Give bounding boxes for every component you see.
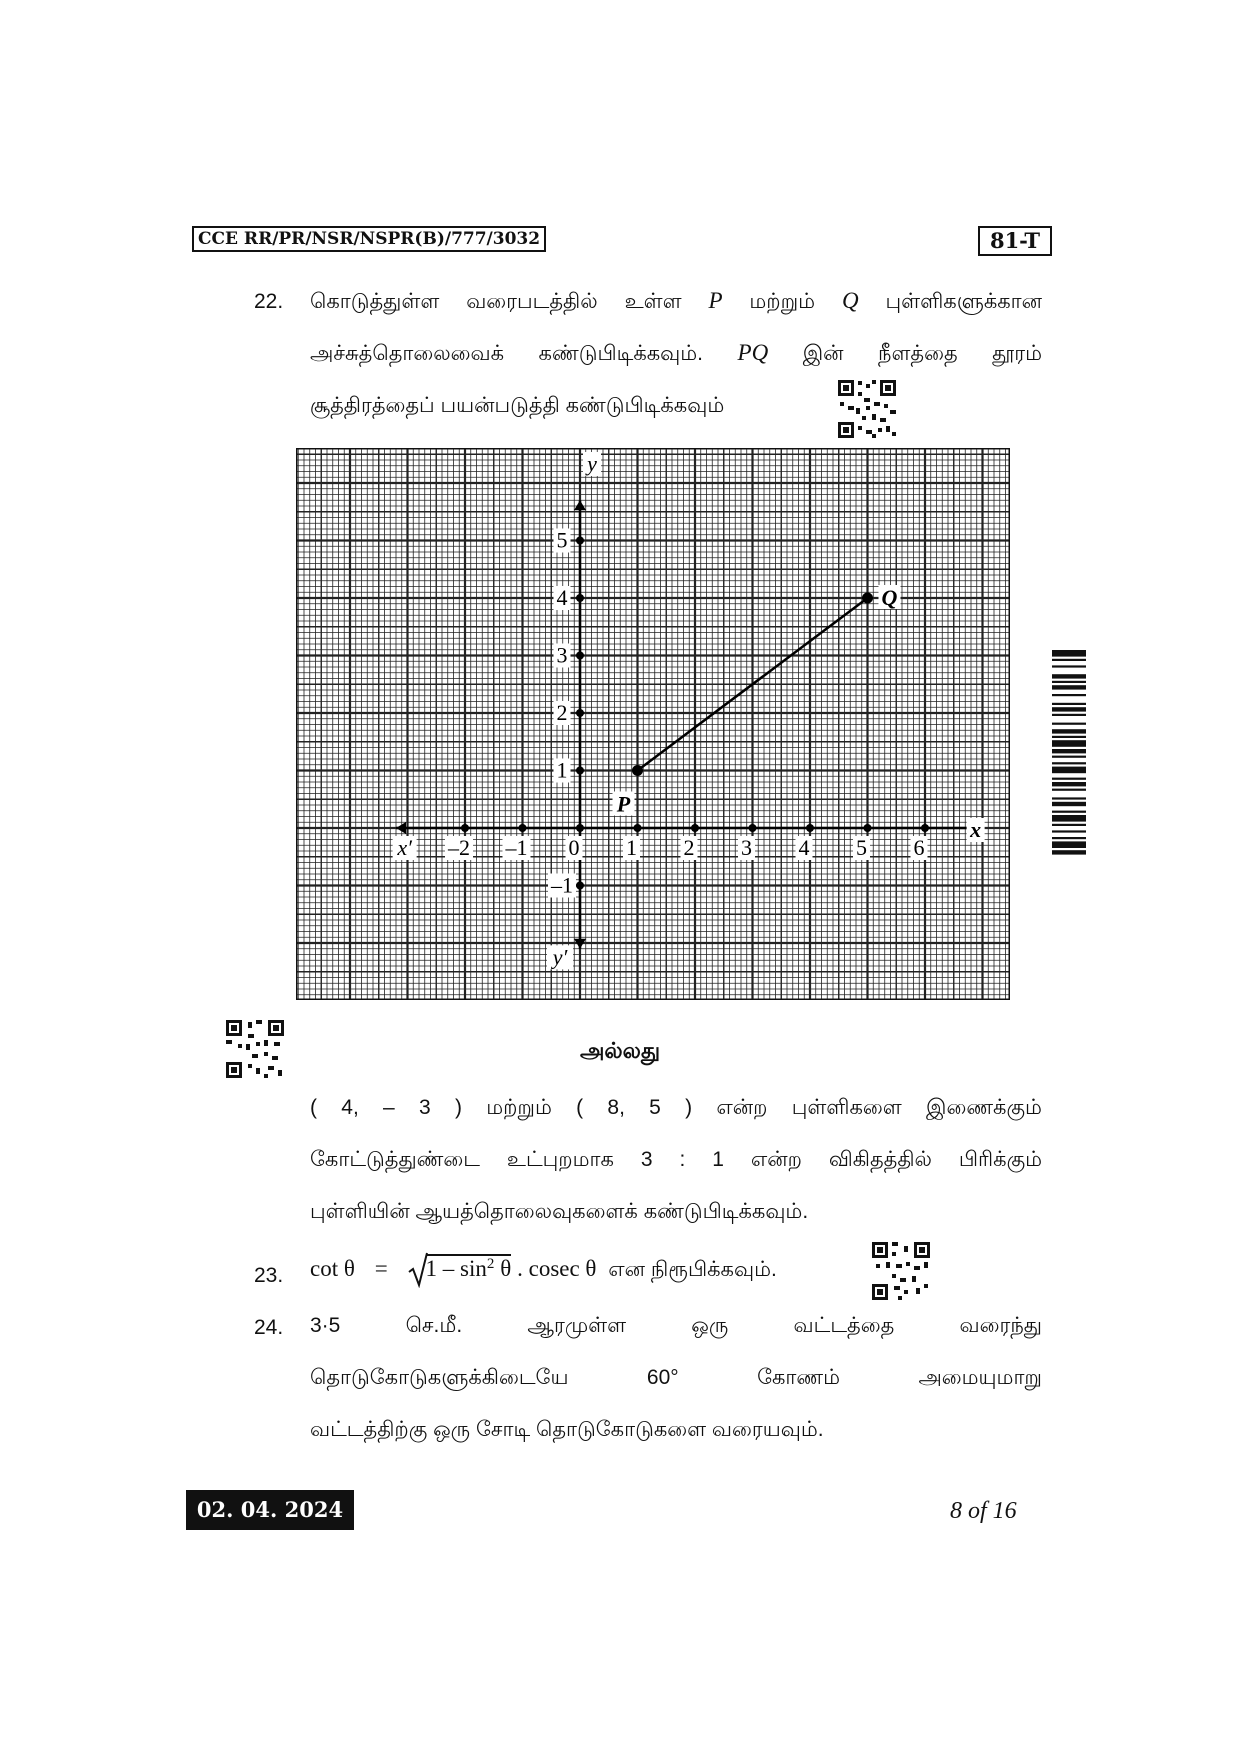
x-tick-dot — [519, 824, 527, 832]
paper-code: 81-T — [978, 226, 1052, 256]
x-tick-label: 6 — [913, 835, 925, 860]
y-axis-arrow — [574, 500, 586, 510]
barcode-bar — [1052, 841, 1086, 848]
barcode-bar — [1052, 650, 1086, 657]
x-neg-axis-label: x′ — [397, 835, 412, 860]
q24-line-3: வட்டத்திற்கு ஒரு சோடி தொடுகோடுகளை வரையவும். — [310, 1418, 824, 1441]
point-q — [862, 593, 873, 604]
q22-alt-line-3: புள்ளியின் ஆயத்தொலைவுகளைக் கண்டுபிடிக்கவும். — [310, 1200, 809, 1223]
x-tick-label: 3 — [741, 835, 752, 860]
y-tick-label: 4 — [556, 585, 568, 610]
exam-date: 02. 04. 2024 — [186, 1490, 354, 1530]
barcode-bar — [1052, 723, 1086, 725]
point-label-p: P — [616, 791, 631, 817]
barcode-bar — [1052, 665, 1086, 667]
q22-line-3: சூத்திரத்தைப் பயன்படுத்தி கண்டுபிடிக்கவும் — [310, 394, 725, 417]
barcode-bar — [1052, 789, 1086, 791]
barcode-bar — [1052, 729, 1086, 733]
point-label-q: Q — [881, 585, 898, 610]
barcode-bar — [1052, 797, 1086, 799]
q22-line-1: கொடுத்துள்ள வரைபடத்தில் உள்ள P மற்றும் Q புள்ளிகளுக்கான — [310, 288, 1043, 313]
barcode-bar — [1052, 714, 1086, 716]
barcode — [1052, 650, 1086, 950]
y-tick-dot — [576, 537, 584, 545]
qr-code — [870, 1240, 932, 1302]
x-tick-dot — [634, 824, 642, 832]
y-tick-label: –1 — [551, 872, 573, 898]
barcode-bar — [1052, 837, 1086, 839]
barcode-bar — [1052, 707, 1086, 711]
q22-alt-line-1: ( 4, – 3 ) மற்றும் ( 8, 5 ) என்ற புள்ளிகளை இணைக்கும் — [310, 1096, 1042, 1119]
barcode-bar — [1052, 694, 1086, 696]
y-tick-label: 2 — [556, 700, 568, 725]
x-tick-label: 2 — [683, 835, 695, 860]
x-tick-label: 5 — [856, 835, 867, 860]
barcode-bar — [1052, 749, 1086, 753]
y-tick-label: 3 — [556, 642, 568, 668]
q22-line-2: அச்சுத்தொலைவைக் கண்டுபிடிக்கவும். PQ இன் நீளத்தை தூரம் — [310, 340, 1042, 365]
question-number-23: 23. — [254, 1264, 284, 1287]
or-divider: அல்லது — [579, 1038, 661, 1063]
barcode-bar — [1052, 815, 1086, 822]
barcode-bar — [1052, 681, 1086, 683]
q24-line-1: 3·5 செ.மீ. ஆரமுள்ள ஒரு வட்டத்தை வரைந்து — [310, 1314, 1043, 1337]
x-axis-label: x — [970, 817, 982, 842]
coordinate-graph — [296, 448, 1010, 1000]
y-axis-label: y — [587, 451, 597, 476]
barcode-bar — [1052, 850, 1086, 854]
exam-code: CCE RR/PR/NSR/NSPR(B)/777/3032 — [192, 226, 546, 252]
question-number-24: 24. — [254, 1316, 284, 1339]
point-p — [632, 765, 643, 776]
y-tick-label: 5 — [556, 527, 568, 553]
qr-code — [224, 1018, 286, 1080]
y-tick-label: 1 — [556, 757, 568, 783]
x-tick-dot — [921, 824, 929, 832]
x-tick-label: 1 — [626, 835, 637, 860]
x-tick-label: 0 — [568, 835, 580, 860]
grid-border — [297, 449, 1010, 1000]
x-tick-dot — [749, 824, 757, 832]
qr-code — [836, 378, 898, 440]
graph-grid — [296, 448, 1010, 1000]
barcode-bar — [1052, 824, 1086, 826]
x-tick-dot — [691, 824, 699, 832]
x-tick-label: –2 — [448, 835, 470, 860]
barcode-bar — [1052, 830, 1086, 832]
barcode-bar — [1052, 811, 1086, 813]
barcode-bar — [1052, 762, 1086, 764]
barcode-bar — [1052, 782, 1086, 786]
y-tick-dot — [576, 594, 584, 602]
question-number-22: 22. — [254, 290, 284, 313]
barcode-bar — [1052, 703, 1086, 705]
x-tick-label: –1 — [505, 835, 528, 860]
page-number: 8 of 16 — [950, 1498, 1017, 1524]
x-tick-dot — [864, 824, 872, 832]
barcode-bar — [1052, 659, 1086, 661]
barcode-bar — [1052, 756, 1086, 758]
y-tick-dot — [576, 767, 584, 775]
x-tick-label: 4 — [798, 835, 810, 860]
barcode-bar — [1052, 778, 1086, 780]
x-neg-arrow — [396, 822, 406, 834]
barcode-bar — [1052, 685, 1086, 689]
barcode-bar — [1052, 736, 1086, 738]
y-tick-dot — [576, 652, 584, 660]
x-tick-dot — [576, 824, 584, 832]
q24-line-2: தொடுகோடுகளுக்கிடையே 60° கோணம் அமையுமாறு — [310, 1366, 1042, 1389]
q22-alt-line-2: கோட்டுத்துண்டை உட்புறமாக 3 : 1 என்ற விகிதத்தில் பிரிக்கும் — [310, 1148, 1043, 1171]
barcode-bar — [1052, 674, 1086, 678]
x-tick-dot — [461, 824, 469, 832]
barcode-bar — [1052, 802, 1086, 806]
y-neg-axis-label: y′ — [552, 944, 568, 970]
x-tick-dot — [806, 824, 814, 832]
barcode-bar — [1052, 767, 1086, 774]
barcode-bar — [1052, 740, 1086, 747]
y-tick-dot — [576, 882, 584, 890]
q23-equation: cot θ = $1 - \sin^2 \theta$ . cosec θ என நிரூபிக்கவும். — [310, 1256, 777, 1296]
y-tick-dot — [576, 709, 584, 717]
